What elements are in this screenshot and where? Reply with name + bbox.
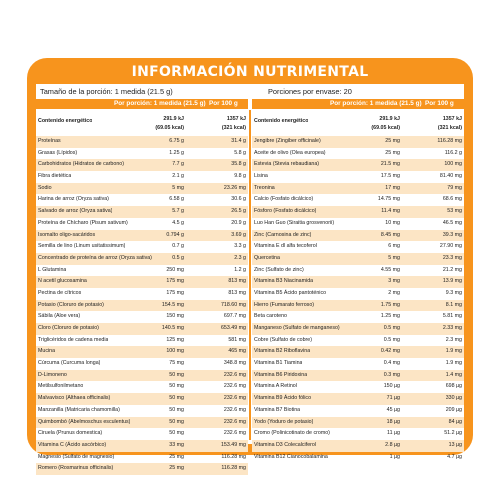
energy-row-left — [36, 113, 248, 136]
nutrient-per-100g: 3.3 g — [234, 243, 246, 250]
nutrient-per-100g: 9.8 g — [234, 173, 246, 180]
nutrient-row — [252, 335, 464, 347]
nutrient-per-portion: 14.75 mg — [377, 196, 400, 203]
nutrient-per-portion: 4.55 mg — [380, 266, 400, 273]
nutrient-per-portion: 6.75 g — [169, 138, 184, 144]
nutrient-per-portion: 50 mg — [169, 371, 184, 378]
nutrient-per-portion: 8.45 mg — [380, 231, 400, 238]
nutrient-row — [36, 218, 248, 230]
nutrient-per-100g: 697.7 mg — [223, 313, 246, 320]
nutrient-per-portion: 150 mg — [166, 313, 184, 320]
nutrient-name: Fibra dietética — [38, 173, 72, 180]
nutrient-per-100g: 2.3 mg — [445, 336, 462, 343]
nutrient-row — [252, 323, 464, 335]
nutrient-name: Quimbombó (Abelmoschus esculentus) — [38, 418, 131, 425]
nutrient-row — [252, 148, 464, 160]
nutrient-row — [252, 253, 464, 265]
nutrient-per-100g: 13 µg — [448, 441, 462, 448]
energy-label: Contenido energético — [254, 118, 309, 124]
nutrient-per-100g: 5.81 mg — [442, 313, 462, 320]
nutrient-per-100g: 5.8 g — [234, 149, 246, 156]
right-rows — [252, 136, 464, 463]
nutrient-per-portion: 1.25 mg — [380, 313, 400, 320]
nutrient-per-100g: 27.90 mg — [439, 243, 462, 250]
nutrient-per-100g: 8.1 mg — [445, 301, 462, 308]
nutrient-name: Cloro (Cloruro de potasio) — [38, 325, 99, 331]
nutrient-per-100g: 46.5 mg — [442, 219, 462, 226]
nutrient-per-portion: 3 mg — [388, 278, 400, 285]
nutrient-per-100g: 330 µg — [445, 395, 462, 402]
nutrient-row — [36, 288, 248, 300]
nutrient-per-portion: 5.7 g — [172, 208, 184, 215]
nutrient-per-100g: 26.5 g — [231, 208, 246, 215]
nutrient-row — [252, 428, 464, 440]
nutrient-per-portion: 150 µg — [383, 383, 400, 390]
nutrient-per-portion: 0.3 mg — [383, 371, 400, 378]
nutrient-per-100g: 116.28 mg — [437, 138, 462, 144]
nutrient-per-100g: 2.33 mg — [442, 325, 462, 331]
nutrient-per-portion: 25 mg — [385, 138, 400, 144]
nutrient-row — [252, 300, 464, 312]
nutrient-per-portion: 1.25 g — [169, 149, 184, 156]
nutrient-per-portion: 154.5 mg — [161, 301, 184, 308]
nutrient-per-100g: 39.3 mg — [442, 231, 462, 238]
nutrient-name: Manzanilla (Matricaria chamomilla) — [38, 406, 120, 413]
nutrient-name: Concentrado de proteína de arroz (Oryza sativa) — [38, 254, 152, 261]
nutrient-name: Vitamina B12 Cianocobalamina — [254, 453, 328, 460]
nutrient-per-100g: 100 mg — [444, 161, 462, 168]
nutrient-per-100g: 465 mg — [228, 348, 246, 355]
nutrient-name: Sodio — [38, 184, 52, 191]
nutrient-row — [36, 370, 248, 382]
nutrient-per-100g: 4.7 µg — [447, 453, 462, 460]
nutrient-name: Calcio (Fosfato dicálcico) — [254, 196, 314, 203]
nutrient-per-portion: 1 µg — [389, 453, 400, 460]
nutrient-per-portion: 75 mg — [169, 360, 184, 367]
nutrient-row — [36, 253, 248, 265]
nutrient-name: Ciruela (Prunus domestica) — [38, 430, 103, 437]
nutrient-name: Isomalto oligo-sacáridos — [38, 231, 96, 238]
nutrient-per-100g: 653.49 mg — [220, 325, 246, 331]
nutrient-row — [252, 265, 464, 277]
nutrient-per-portion: 6 mg — [388, 243, 400, 250]
nutrient-row — [252, 159, 464, 171]
nutrient-per-100g: 813 mg — [228, 278, 246, 285]
nutrient-row — [252, 417, 464, 429]
nutrient-per-100g: 23.26 mg — [223, 184, 246, 191]
nutrient-per-100g: 232.6 mg — [223, 418, 246, 425]
nutrient-per-portion: 250 mg — [166, 266, 184, 273]
nutrient-name: Vitamina B7 Biotina — [254, 406, 301, 413]
nutrient-name: Luo Han Guo (Siraitia grosvenorii) — [254, 219, 335, 226]
nutrient-per-portion: 18 µg — [386, 418, 400, 425]
energy-label: Contenido energético — [38, 118, 93, 124]
nutrient-per-portion: 17.5 mg — [380, 173, 400, 180]
nutrient-name: Vitamina B3 Niacinamida — [254, 278, 314, 285]
nutrient-row — [36, 194, 248, 206]
nutrient-name: Vitamina B2 Riboflavina — [254, 348, 311, 355]
left-rows — [36, 136, 248, 475]
nutrient-row — [36, 428, 248, 440]
nutrient-per-portion: 50 mg — [169, 430, 184, 437]
nutrient-per-portion: 0.4 mg — [383, 360, 400, 367]
nutrient-per-portion: 5 mg — [172, 184, 184, 191]
nutrient-per-portion: 33 mg — [169, 441, 184, 448]
nutrient-per-100g: 232.6 mg — [223, 406, 246, 413]
nutrient-per-portion: 140.5 mg — [161, 325, 184, 331]
nutrient-row — [36, 136, 248, 148]
column-divider — [249, 110, 251, 440]
nutrient-per-portion: 175 mg — [166, 289, 184, 296]
nutrient-per-portion: 2 mg — [388, 289, 400, 296]
nutrient-row — [36, 276, 248, 288]
nutrient-row — [36, 417, 248, 429]
nutrient-name: Lisina — [254, 173, 268, 180]
nutrient-per-portion: 11 µg — [387, 430, 400, 437]
nutrient-name: Treonina — [254, 184, 275, 191]
nutrient-row — [36, 381, 248, 393]
right-header-portion: Por porción: 1 medida (21.5 g) — [330, 100, 422, 107]
energy-row-right — [252, 113, 464, 136]
nutrient-name: Hierro (Fumarato ferroso) — [254, 301, 315, 308]
nutrient-row — [36, 300, 248, 312]
nutrient-name: Cromo (Polinicotinato de cromo) — [254, 430, 330, 437]
nutrient-row — [252, 393, 464, 405]
nutrient-row — [252, 276, 464, 288]
nutrient-row — [36, 171, 248, 183]
nutrient-per-100g: 116.2 g — [444, 149, 462, 156]
nutrient-name: Vitamina B1 Tiamina — [254, 360, 303, 367]
nutrient-per-portion: 25 mg — [169, 453, 184, 460]
nutrient-name: Mucina — [38, 348, 56, 355]
nutrient-name: Vitamina B6 Piridoxina — [254, 371, 308, 378]
nutrient-per-100g: 35.8 g — [231, 161, 246, 168]
nutrient-per-100g: 20.9 g — [231, 219, 246, 226]
nutrient-row — [36, 241, 248, 253]
nutrient-name: Grasas (Lípidos) — [38, 149, 78, 156]
nutrient-row — [36, 452, 248, 464]
nutrient-name: Romero (Rosmarinus officinalis) — [38, 465, 114, 472]
nutrient-name: Proteínas — [38, 138, 61, 144]
nutrient-row — [36, 358, 248, 370]
nutrient-name: Vitamina E dl alfa tecoferol — [254, 243, 317, 250]
nutrient-per-100g: 1.2 g — [234, 266, 246, 273]
nutrient-row — [36, 265, 248, 277]
nutrient-per-portion: 4.5 g — [172, 219, 184, 226]
energy-per100: 1357 kJ (321 kcal) — [221, 116, 246, 131]
nutrient-per-100g: 2.3 g — [234, 254, 246, 261]
nutrient-name: Fósforo (Fosfato dicálcico) — [254, 208, 317, 215]
nutrient-name: Cúrcuma (Curcuma longa) — [38, 360, 101, 367]
nutrient-name: Vitamina C (Ácido ascórbico) — [38, 441, 107, 448]
nutrient-row — [252, 194, 464, 206]
nutrient-per-100g: 232.6 mg — [223, 371, 246, 378]
nutrient-per-portion: 21.5 mg — [380, 161, 400, 168]
nutrient-per-100g: 232.6 mg — [223, 395, 246, 402]
nutrient-name: Sábila (Aloe vera) — [38, 313, 81, 320]
nutrient-name: Cobre (Sulfato de cobre) — [254, 336, 313, 343]
nutrient-row — [252, 183, 464, 195]
nutrient-per-portion: 25 mg — [385, 149, 400, 156]
right-column-header — [252, 99, 464, 109]
nutrient-per-portion: 6.58 g — [169, 196, 184, 203]
nutrient-per-portion: 45 µg — [386, 406, 400, 413]
servings-per-package: Porciones por envase: 20 — [268, 87, 352, 96]
left-header-per100: Por 100 g — [209, 100, 238, 107]
nutrient-per-100g: 1.4 mg — [445, 371, 462, 378]
nutrient-name: D-Limoneno — [38, 371, 67, 378]
nutrition-table — [36, 84, 464, 472]
nutrient-name: Yodo (Yoduro de potasio) — [254, 418, 314, 425]
serving-size: Tamaño de la porción: 1 medida (21.5 g) — [40, 87, 173, 96]
nutrient-name: Carbohidratos (Hidratos de carbono) — [38, 161, 124, 168]
nutrient-per-portion: 50 mg — [169, 406, 184, 413]
nutrient-per-100g: 232.6 mg — [223, 430, 246, 437]
nutrient-row — [36, 393, 248, 405]
nutrient-name: Zinc (Carnosina de zinc) — [254, 231, 312, 238]
energy-per100: 1357 kJ (321 kcal) — [437, 116, 462, 131]
nutrient-per-100g: 116.28 mg — [221, 453, 246, 460]
nutrient-per-portion: 175 mg — [166, 278, 184, 285]
panel-title: INFORMACIÓN NUTRIMENTAL — [131, 64, 369, 80]
nutrient-name: Vitamina B5 Ácido pantoténico — [254, 289, 327, 296]
nutrient-per-100g: 13.9 mg — [442, 278, 462, 285]
nutrient-row — [252, 136, 464, 148]
nutrient-per-100g: 1.9 mg — [445, 348, 462, 355]
nutrient-row — [252, 346, 464, 358]
nutrient-row — [36, 440, 248, 452]
nutrient-row — [36, 335, 248, 347]
nutrient-name: Salvado de arroz (Oryza sativa) — [38, 208, 113, 215]
nutrient-name: Aceite de olivo (Olea europea) — [254, 149, 326, 156]
nutrient-row — [36, 346, 248, 358]
nutrient-name: Jengibre (Zingiber officinale) — [254, 138, 321, 144]
nutrient-per-portion: 2.1 g — [172, 173, 184, 180]
nutrient-name: Potasio (Cloruro de potasio) — [38, 301, 104, 308]
nutrient-per-portion: 10 mg — [385, 219, 400, 226]
nutrient-name: Zinc (Sulfato de zinc) — [254, 266, 304, 273]
nutrient-per-100g: 81.40 mg — [439, 173, 462, 180]
nutrient-row — [36, 311, 248, 323]
energy-portion: 291.9 kJ (69.05 kcal) — [371, 116, 400, 131]
nutrient-row — [252, 241, 464, 253]
nutrient-name: Manganeso (Sulfato de manganeso) — [254, 325, 340, 331]
nutrient-per-100g: 718.60 mg — [220, 301, 246, 308]
nutrient-per-100g: 3.69 g — [231, 231, 246, 238]
nutrient-per-100g: 348.8 mg — [223, 360, 246, 367]
nutrient-row — [36, 183, 248, 195]
nutrient-name: Vitamina A Retinol — [254, 383, 297, 390]
nutrient-name: Vitamina B9 Ácido fólico — [254, 395, 312, 402]
nutrient-per-portion: 0.794 g — [166, 231, 184, 238]
right-header-per100: Por 100 g — [425, 100, 454, 107]
nutrient-per-100g: 232.6 mg — [223, 383, 246, 390]
left-header-portion: Por porción: 1 medida (21.5 g) — [114, 100, 206, 107]
nutrient-per-portion: 125 mg — [166, 336, 184, 343]
nutrient-row — [252, 452, 464, 464]
nutrient-name: Estevia (Stevia rebaudiana) — [254, 161, 320, 168]
nutrient-per-portion: 7.7 g — [172, 161, 184, 168]
nutrient-row — [36, 463, 248, 475]
nutrient-per-100g: 53 mg — [447, 208, 462, 215]
nutrient-name: Beta caroteno — [254, 313, 287, 320]
nutrient-per-100g: 68.6 mg — [442, 196, 462, 203]
nutrient-row — [252, 370, 464, 382]
nutrient-row — [36, 405, 248, 417]
nutrient-name: Metilsulfonilmetano — [38, 383, 84, 390]
nutrient-per-100g: 153.49 mg — [220, 441, 246, 448]
nutrient-row — [36, 206, 248, 218]
nutrient-row — [252, 288, 464, 300]
nutrient-name: Quercetina — [254, 254, 280, 261]
left-nutrient-column — [36, 113, 248, 475]
nutrient-per-100g: 581 mg — [228, 336, 246, 343]
nutrient-per-100g: 209 µg — [445, 406, 462, 413]
nutrient-per-portion: 25 mg — [169, 465, 184, 472]
nutrient-per-portion: 11.4 mg — [381, 208, 400, 215]
right-nutrient-column — [252, 113, 464, 463]
nutrient-per-portion: 2.8 µg — [385, 441, 400, 448]
nutrient-per-100g: 84 µg — [448, 418, 462, 425]
nutrient-name: Semilla de lino (Linum usitatissimum) — [38, 243, 126, 250]
nutrient-per-100g: 30.6 g — [231, 196, 246, 203]
left-column-header — [36, 99, 248, 109]
nutrient-per-100g: 23.3 mg — [442, 254, 462, 261]
nutrient-row — [36, 148, 248, 160]
nutrient-row — [252, 405, 464, 417]
nutrient-name: Triglicéridos de cadena media — [38, 336, 109, 343]
nutrient-per-portion: 0.5 mg — [383, 336, 400, 343]
nutrient-per-100g: 116.28 mg — [221, 465, 246, 472]
nutrient-name: Malvavisco (Althaea officinalis) — [38, 395, 111, 402]
nutrient-name: L Glutamina — [38, 266, 67, 273]
nutrient-name: Vitamina D3 Colecalciferol — [254, 441, 317, 448]
nutrient-row — [252, 358, 464, 370]
nutrient-per-100g: 1.9 mg — [445, 360, 462, 367]
nutrient-row — [252, 311, 464, 323]
nutrient-row — [36, 230, 248, 242]
nutrient-name: Pectina de cítricos — [38, 289, 82, 296]
nutrient-name: Proteína de Chícharo (Pisum sativum) — [38, 219, 128, 226]
nutrient-row — [252, 440, 464, 452]
nutrient-per-100g: 51.2 µg — [444, 430, 462, 437]
nutrient-row — [252, 218, 464, 230]
nutrient-per-100g: 79 mg — [447, 184, 462, 191]
nutrient-per-portion: 50 mg — [169, 418, 184, 425]
nutrient-per-portion: 17 mg — [385, 184, 400, 191]
nutrient-per-portion: 100 mg — [166, 348, 184, 355]
nutrient-name: Harina de arroz (Oryza sativa) — [38, 196, 109, 203]
nutrient-per-100g: 31.4 g — [231, 138, 246, 144]
energy-portion: 291.9 kJ (69.05 kcal) — [155, 116, 184, 131]
nutrient-name: N acetil glucosamina — [38, 278, 87, 285]
nutrient-name: Magnesio (Sulfato de magnesio) — [38, 453, 115, 460]
nutrient-per-100g: 21.2 mg — [442, 266, 462, 273]
nutrient-per-portion: 50 mg — [169, 383, 184, 390]
nutrient-row — [252, 230, 464, 242]
nutrient-per-portion: 0.7 g — [172, 243, 184, 250]
nutrient-per-portion: 0.5 g — [172, 254, 184, 261]
nutrient-per-portion: 0.5 mg — [383, 325, 400, 331]
nutrient-row — [36, 323, 248, 335]
nutrient-row — [252, 381, 464, 393]
nutrient-per-portion: 5 mg — [388, 254, 400, 261]
nutrient-row — [252, 206, 464, 218]
nutrient-per-portion: 50 mg — [169, 395, 184, 402]
nutrient-per-100g: 9.3 mg — [445, 289, 462, 296]
nutrient-row — [252, 171, 464, 183]
nutrient-per-portion: 1.75 mg — [380, 301, 400, 308]
nutrient-per-portion: 71 µg — [386, 395, 400, 402]
nutrient-row — [36, 159, 248, 171]
nutrient-per-portion: 0.42 mg — [380, 348, 400, 355]
nutrient-per-100g: 813 mg — [228, 289, 246, 296]
nutrient-per-100g: 698 µg — [445, 383, 462, 390]
